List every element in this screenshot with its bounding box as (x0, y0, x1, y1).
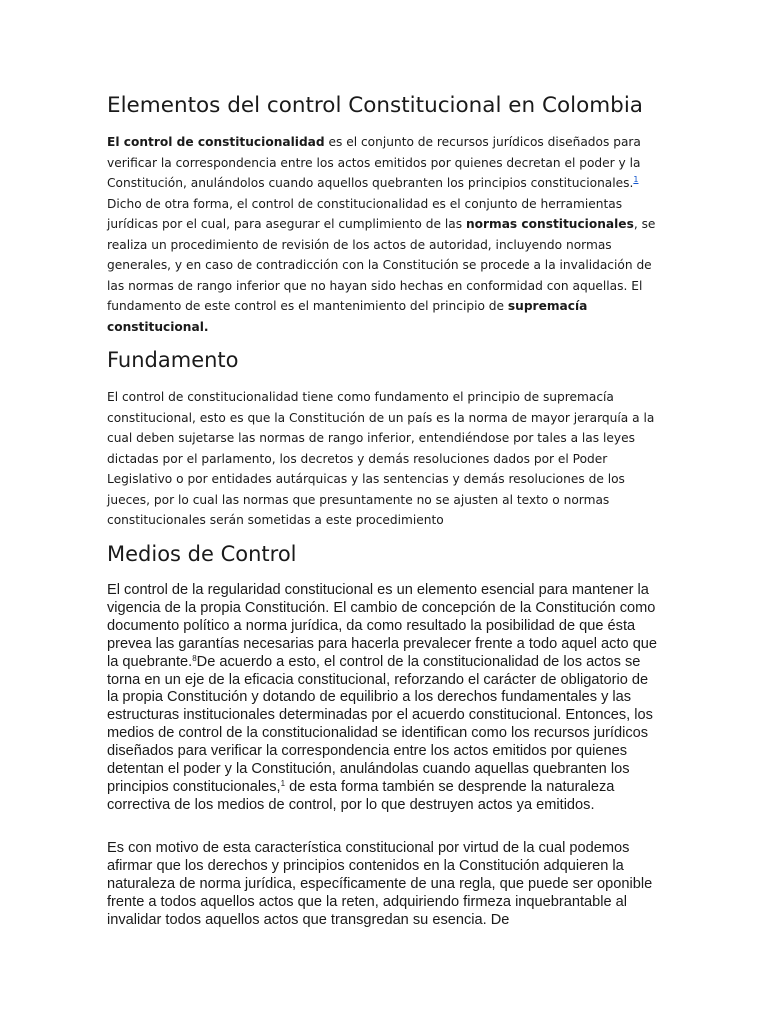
intro-text-3: , se realiza un procedimiento de revisión de los actos de autoridad, incluyendo normas generales, y en caso de contradicción con la Constitución se procede a la invalidación de las normas de rango inferior que no hayan sido hechas en conformidad con aquellas. El fundamento de este control es el mantenimiento del principio de (107, 217, 656, 314)
medios-paragraph-2: Es con motivo de esta característica constitucional por virtud de la cual podemos afirmar que los derechos y principios contenidos en la Constitución adquieren la naturaleza de norma jurídica, específicamente de una regla, que puede ser oponible frente a todos aquellos actos que la reten, adquiriendo firmeza inquebrantable al invalidar todos aquellos actos que transgredan su esencia. De (107, 840, 653, 928)
intro-bold-lead: El control de constitucionalidad (107, 135, 325, 149)
intro-paragraph (107, 132, 663, 337)
medios-footnote-1: 1 (280, 778, 286, 788)
section-heading-medios: Medios de Control (107, 542, 297, 566)
intro-text-2: Dicho de otra forma, el control de constitucionalidad es el conjunto de herramientas jurídicas por el cual, para asegurar el cumplimiento de las (107, 196, 623, 232)
medios-p1-text-1: El control de la regularidad constitucional es un elemento esencial para mantener la vigencia de la propia Constitución. El cambio de concepción de la Constitución como documento político a norma jurídica, da como resultado la posibilidad de que ésta prevea las garantías necesarias para hacerla prevalecer frente a todo aquel acto que la quebrante. (107, 582, 658, 670)
medios-footnote-8: 8 (192, 653, 197, 663)
intro-bold-supremacia: supremacía constitucional. (107, 299, 588, 334)
section-heading-fundamento: Fundamento (107, 348, 239, 372)
medios-p1-text-2: De acuerdo a esto, el control de la constitucionalidad de los actos se torna en un eje de la eficacia constitucional, reforzando el carácter de obligatorio de la propia Constitución y dotando de equilibrio a los derechos fundamentales y las estructuras institucionales determinadas por el acuerdo constitucional. Entonces, los medios de control de la constitucionalidad se identifican como los recursos jurídicos diseñados para verificar la correspondencia entre los actos emitidos por quienes detentan el poder y la Constitución, anulándolas cuando aquellas quebranten los principios constitucionales, (107, 653, 653, 795)
fundamento-paragraph: El control de constitucionalidad tiene como fundamento el principio de supremacía constitucional, esto es que la Constitución de un país es la norma de mayor jerarquía a la cual deben sujetarse las normas de rango inferior, entendiéndose por tales a las leyes dictadas por el parlamento, los decretos y demás resoluciones dados por el Poder Legislativo o por entidades autárquicas y las sentencias y demás resoluciones de los jueces, por lo cual las normas que presuntamente no se ajusten al texto o normas constitucionales serán sometidas a este procedimiento (107, 390, 655, 528)
intro-text-1: es el conjunto de recursos jurídicos diseñados para verificar la correspondencia entre los actos emitidos por quienes decretan el poder y la Constitución, anulándolos cuando aquellos quebranten los principios constitucionales. (107, 135, 641, 191)
medios-paragraph-1 (107, 582, 663, 815)
document-title: Elementos del control Constitucional en Colombia (107, 93, 643, 118)
medios-p1-text-3: de esta forma también se desprende la naturaleza correctiva de los medios de control, por lo que destruyen actos ya emitidos. (107, 778, 615, 813)
footnote-link[interactable]: 1 (633, 175, 639, 185)
intro-bold-normas: normas constitucionales (465, 217, 634, 232)
